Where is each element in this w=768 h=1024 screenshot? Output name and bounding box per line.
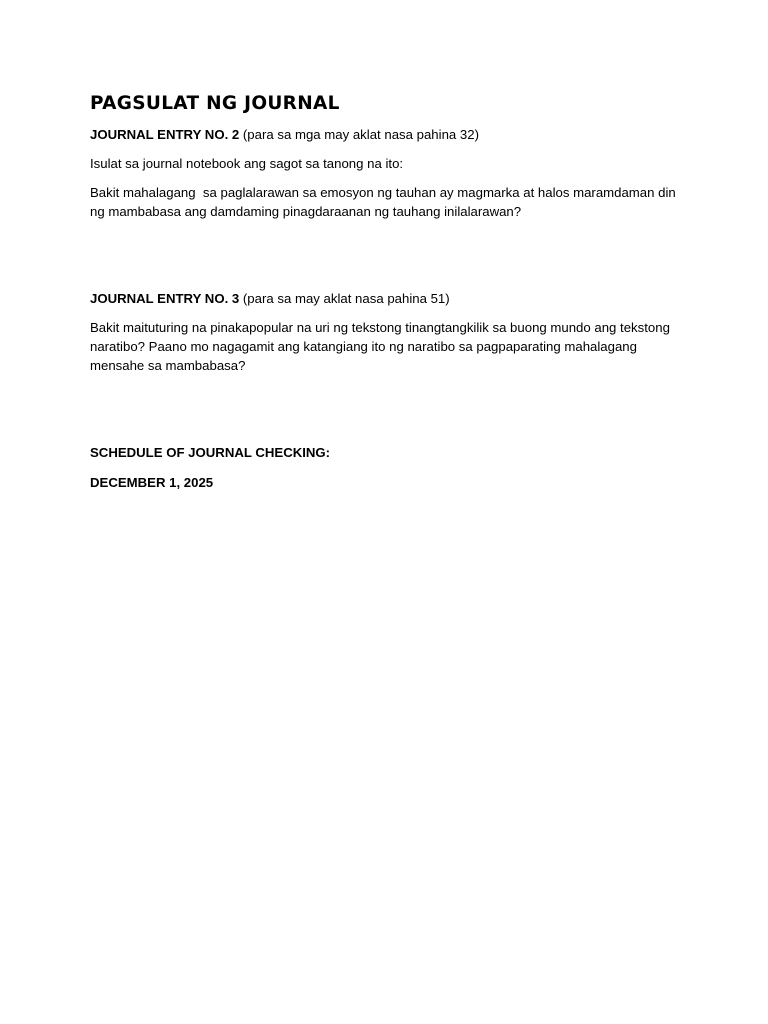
schedule-heading: SCHEDULE OF JOURNAL CHECKING: [90,445,331,460]
document-title: PAGSULAT NG JOURNAL [90,93,340,114]
journal-entry-3-label: JOURNAL ENTRY NO. 3 [90,291,240,306]
journal-entry-2-label: JOURNAL ENTRY NO. 2 [90,127,240,142]
journal-entry-3-note: (para sa may aklat nasa pahina 51) [239,291,450,306]
journal-entry-3-heading [90,289,680,308]
instruction-text: Isulat sa journal notebook ang sagot sa tanong na ito: [90,156,404,171]
schedule-date: DECEMBER 1, 2025 [90,475,214,490]
document-body [90,91,680,492]
journal-entry-2-note: (para sa mga may aklat nasa pahina 32) [239,127,479,142]
journal-question-2: Bakit maituturing na pinakapopular na uri ng tekstong tinangtangkilik sa buong mundo ang tekstong naratibo? Paano mo nagagamit ang katangiang ito ng naratibo sa pagpaparating mahalagang mensahe sa mambabasa? [90,320,670,373]
journal-question-1: Bakit mahalagang sa paglalarawan sa emosyon ng tauhan ay magmarka at halos maramdaman din ng mambabasa ang damdaming pinagdaraanan ng tauhang inilalarawan? [90,185,680,219]
journal-entry-2-heading [90,125,680,144]
